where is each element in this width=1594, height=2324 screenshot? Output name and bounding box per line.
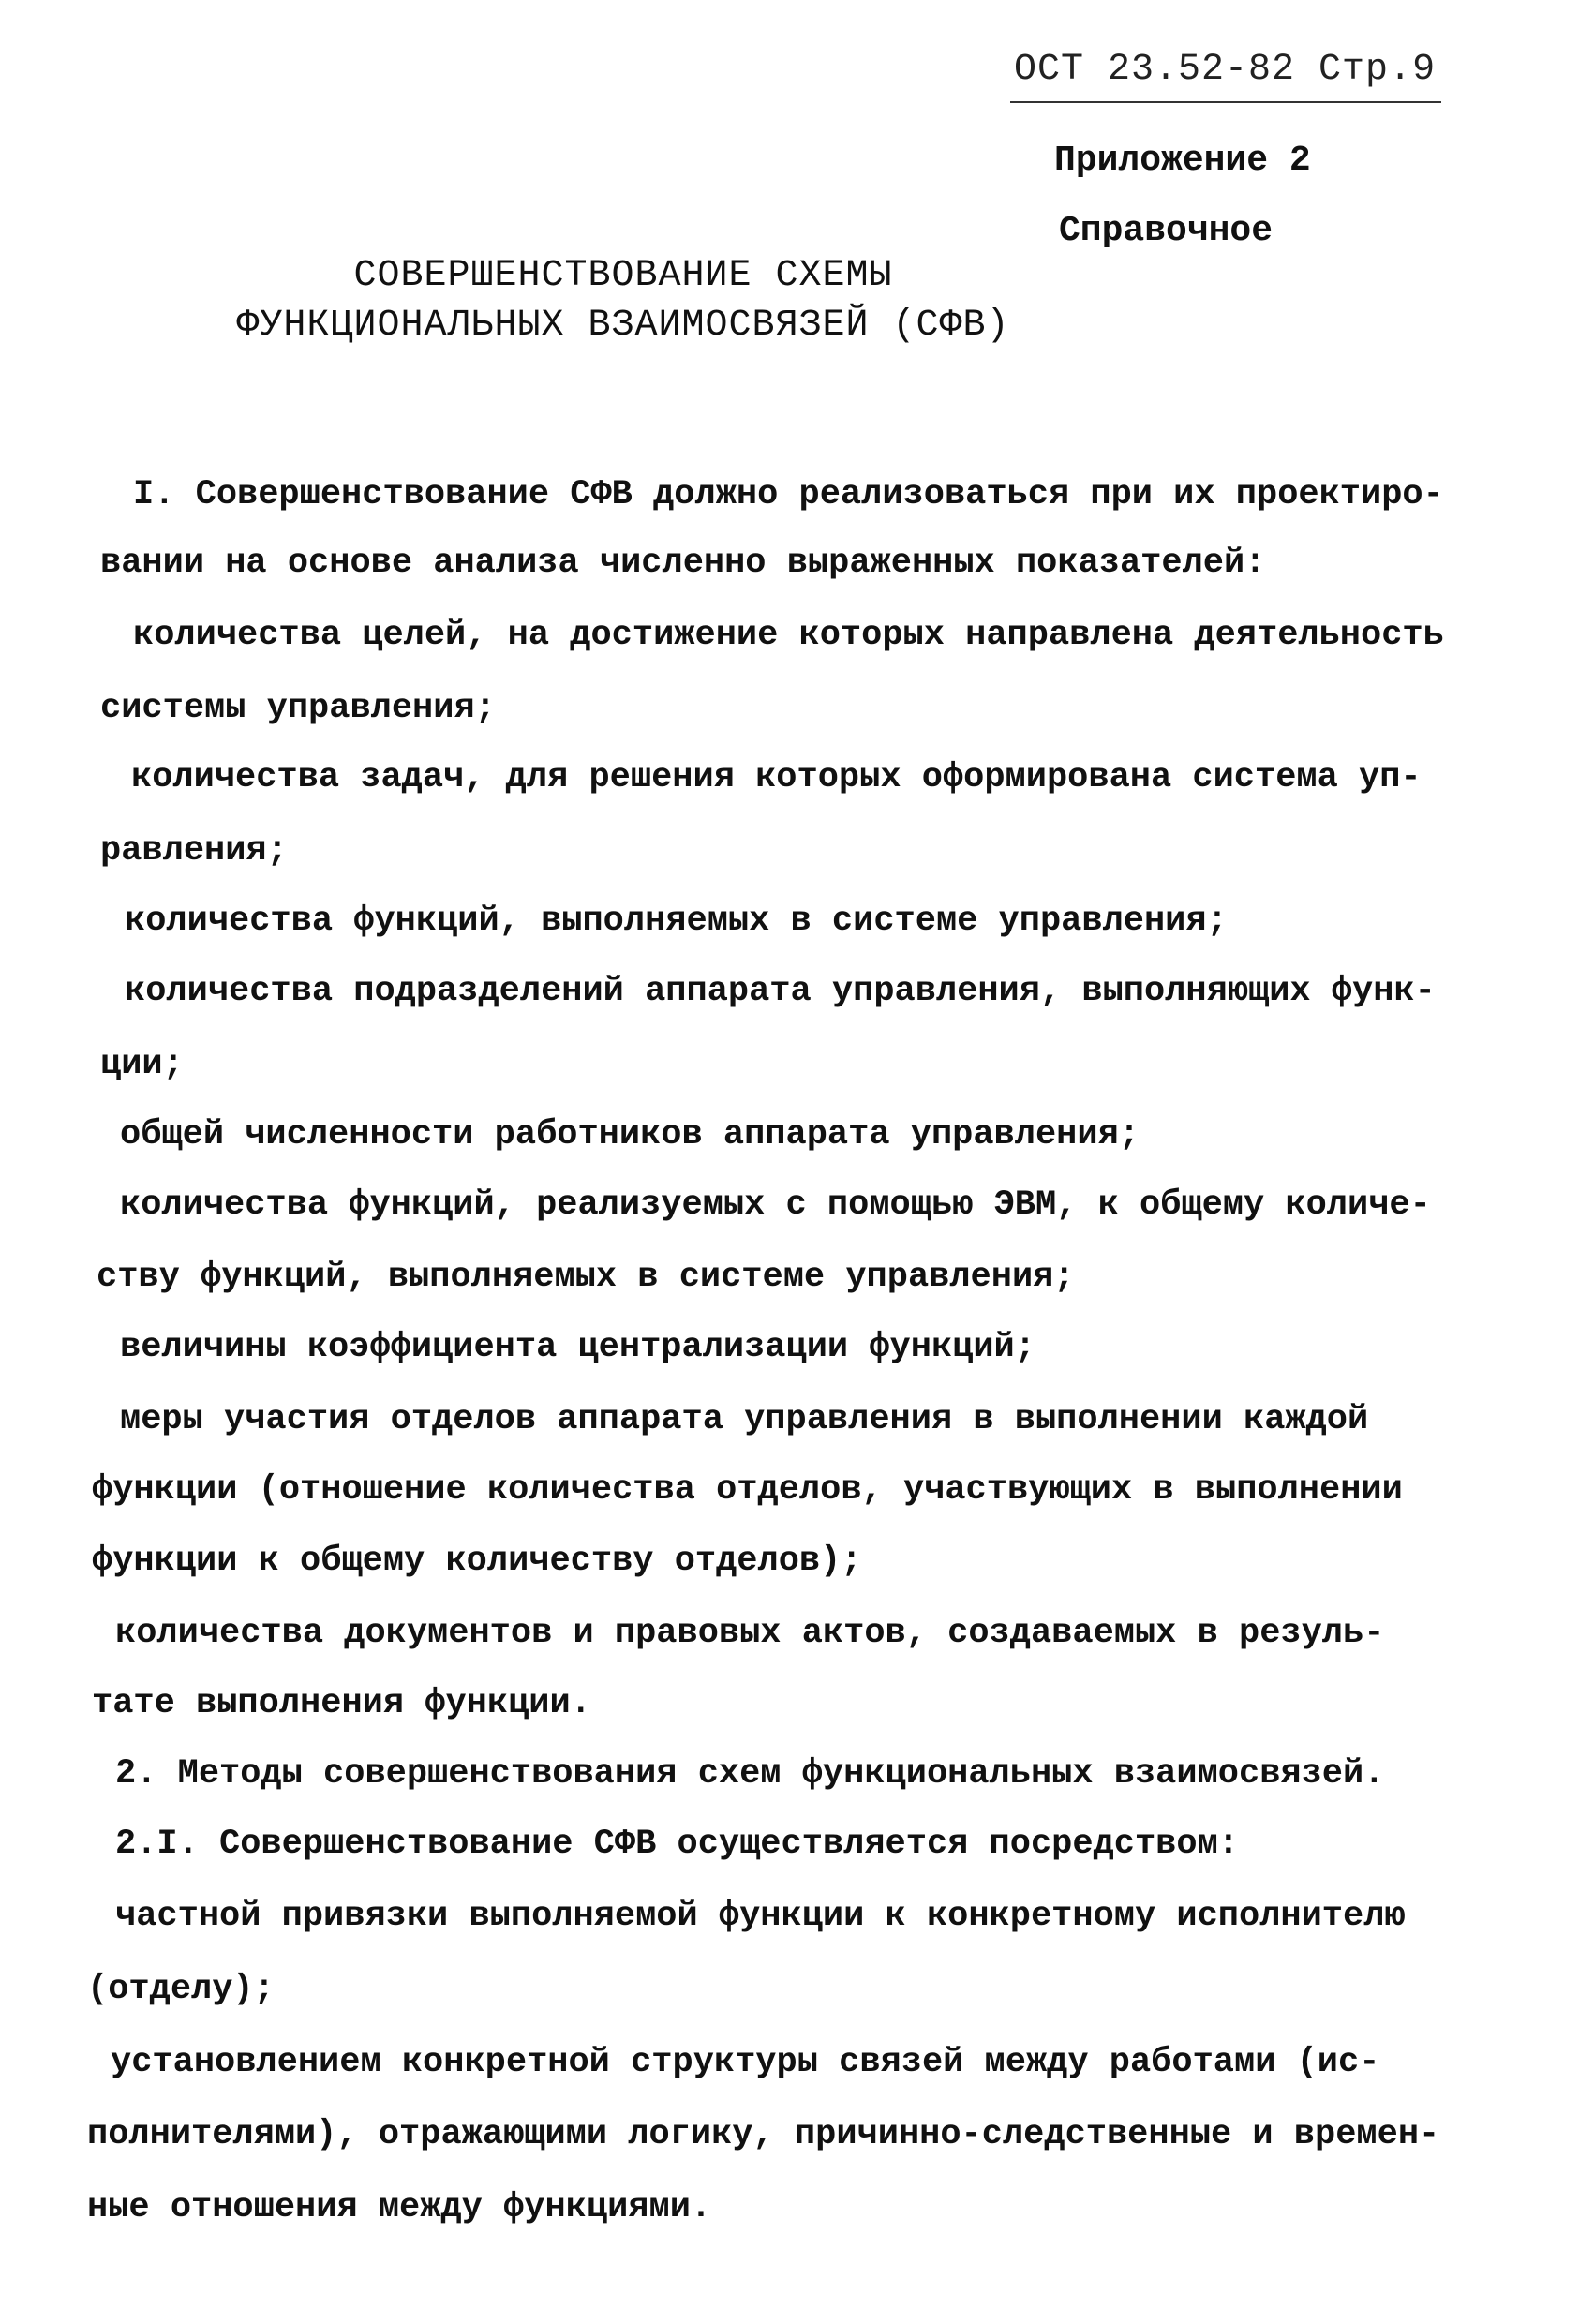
body-line: количества целей, на достижение которых направлена деятельность xyxy=(133,616,1444,655)
body-line: общей численности работников аппарата управления; xyxy=(120,1115,1140,1155)
appendix-label: Приложение 2 xyxy=(1054,141,1311,181)
body-line: системы управления; xyxy=(100,689,496,728)
body-line: (отделу); xyxy=(87,1970,275,2009)
body-line: равления; xyxy=(100,831,288,871)
standard-reference: ОСТ 23.52-82 Стр.9 xyxy=(1014,49,1437,91)
body-line: количества задач, для решения которых оформирована система уп- xyxy=(131,758,1422,797)
body-line: количества подразделений аппарата управления, выполняющих функ- xyxy=(125,972,1436,1011)
body-line: полнителями), отражающими логику, причинно-следственные и времен- xyxy=(87,2115,1440,2154)
header-underline xyxy=(1010,101,1441,103)
appendix-kind: Справочное xyxy=(1059,211,1274,251)
body-line: I. Совершенствование СФВ должно реализоваться при их проектиро- xyxy=(133,475,1444,514)
body-line: количества документов и правовых актов, создаваемых в резуль- xyxy=(115,1614,1385,1653)
body-line: вании на основе анализа численно выраженных показателей: xyxy=(100,544,1266,583)
body-line: 2.I. Совершенствование СФВ осуществляется посредством: xyxy=(115,1825,1239,1864)
body-line: установлением конкретной структуры связей между работами (ис- xyxy=(111,2043,1380,2082)
body-line: частной привязки выполняемой функции к конкретному исполнителю xyxy=(115,1897,1406,1936)
body-line: функции (отношение количества отделов, участвующих в выполнении xyxy=(92,1470,1403,1510)
body-line: ству функций, выполняемых в системе управления; xyxy=(97,1258,1075,1297)
body-line: ции; xyxy=(100,1045,184,1084)
body-line: величины коэффициента централизации функций; xyxy=(120,1328,1035,1367)
body-line: количества функций, выполняемых в системе управления; xyxy=(125,901,1228,941)
body-line: тате выполнения функции. xyxy=(92,1684,591,1723)
body-line: функции к общему количеству отделов); xyxy=(92,1542,862,1581)
section-title-line-2: ФУНКЦИОНАЛЬНЫХ ВЗАИМОСВЯЗЕЙ (СФВ) xyxy=(236,305,1010,347)
body-line: 2. Методы совершенствования схем функциональных взаимосвязей. xyxy=(115,1754,1385,1794)
body-line: меры участия отделов аппарата управления в выполнении каждой xyxy=(120,1400,1369,1439)
body-line: ные отношения между функциями. xyxy=(87,2188,712,2227)
section-title-line-1: СОВЕРШЕНСТВОВАНИЕ СХЕМЫ xyxy=(353,255,893,297)
body-line: количества функций, реализуемых с помощью ЭВМ, к общему количе- xyxy=(120,1185,1431,1225)
